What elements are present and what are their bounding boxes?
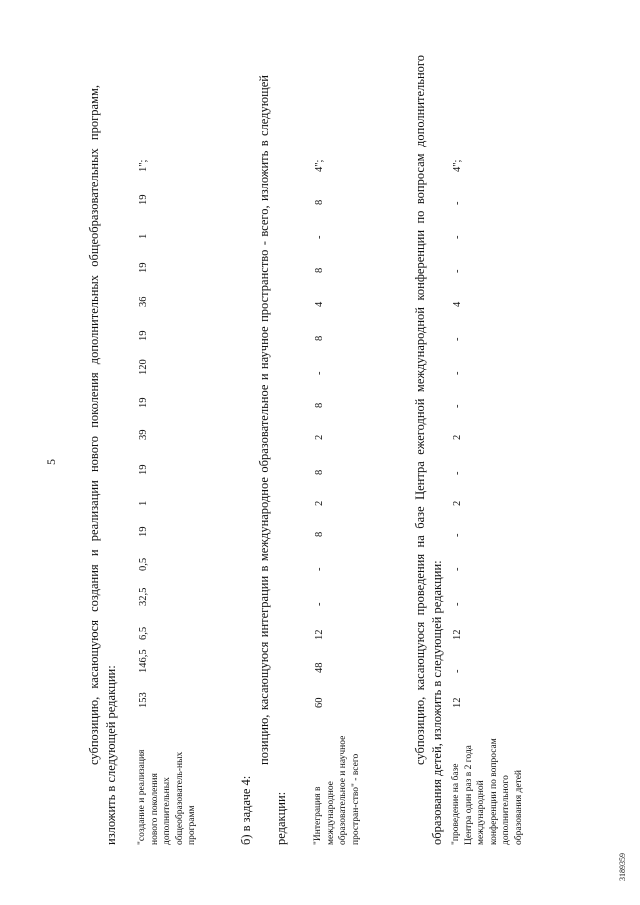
table-cell: 36: [138, 296, 149, 307]
table-cell: -: [314, 371, 325, 375]
table-cell: 8: [314, 335, 325, 341]
table-cell: 32,5: [138, 587, 149, 606]
table-cell: 2: [314, 500, 325, 506]
table-cell: 1";: [138, 159, 149, 172]
table-cell: -: [314, 602, 325, 606]
table-cell: 4";: [452, 159, 463, 172]
table2-label: "Интеграция в международное образовательное и научное простран-ство" - всего: [313, 735, 361, 845]
table-cell: 8: [314, 469, 325, 475]
table-cell: 39: [138, 429, 149, 440]
table-cell: -: [452, 235, 463, 239]
table-cell: -: [452, 404, 463, 408]
table-cell: 60: [314, 697, 325, 708]
table-cell: 6,5: [138, 626, 149, 640]
paragraph-task4: б) в задаче 4:: [239, 775, 253, 845]
table-cell: 4: [452, 301, 463, 307]
paragraph-integration: позицию, касающуюся интеграции в международное образовательное и научное пространство - всего, изложить в следующей редакции:: [257, 75, 288, 845]
table-cell: 19: [138, 194, 149, 205]
table-cell: -: [452, 337, 463, 341]
table-cell: 0,5: [138, 557, 149, 571]
table-cell: 19: [138, 397, 149, 408]
table-cell: 19: [138, 330, 149, 341]
table-cell: -: [314, 567, 325, 571]
table3-label: "проведение на базе Центра один раз в 2 года международной конференции по вопросам дополнительного образования детей: [451, 738, 524, 845]
table-cell: -: [452, 371, 463, 375]
page-number: 5: [44, 459, 58, 465]
table1-label: "создание и реализация нового поколения дополнительных общеобразователь-ных программ: [137, 749, 197, 845]
table-cell: 4: [314, 301, 325, 307]
table-cell: 19: [138, 526, 149, 537]
table-cell: -: [452, 533, 463, 537]
table-cell: 1: [138, 500, 149, 506]
table-cell: -: [452, 269, 463, 273]
table-cell: 120: [138, 359, 149, 375]
table-cell: 48: [314, 662, 325, 673]
table-cell: 8: [314, 199, 325, 205]
table-cell: 19: [138, 262, 149, 273]
table-cell: 2: [314, 434, 325, 440]
table-cell: -: [452, 602, 463, 606]
table-cell: 1: [138, 233, 149, 239]
table-cell: -: [452, 201, 463, 205]
table-cell: -: [452, 669, 463, 673]
table-cell: 12: [452, 629, 463, 640]
table-cell: 19: [138, 464, 149, 475]
table-cell: 8: [314, 267, 325, 273]
paragraph-subposition-programs: субпозицию, касающуюся создания и реализации нового поколения дополнительных общеобразовательных программ, изложить в следующей редакции:: [87, 85, 118, 845]
table-cell: -: [452, 567, 463, 571]
table-cell: 12: [314, 629, 325, 640]
table-cell: -: [452, 471, 463, 475]
table-cell: -: [314, 235, 325, 239]
document-code: 3189359: [618, 853, 627, 881]
table-cell: 8: [314, 531, 325, 537]
table-cell: 146,5: [138, 649, 149, 673]
table-cell: 153: [138, 692, 149, 708]
paragraph-conference: субпозицию, касающуюся проведения на базе Центра ежегодной международной конференции по вопросам дополнительного образования детей, изложить в следующей редакции:: [413, 55, 444, 845]
table-cell: 2: [452, 500, 463, 506]
table-cell: 4";: [314, 159, 325, 172]
table-cell: 8: [314, 402, 325, 408]
table-cell: 12: [452, 697, 463, 708]
table-cell: 2: [452, 434, 463, 440]
